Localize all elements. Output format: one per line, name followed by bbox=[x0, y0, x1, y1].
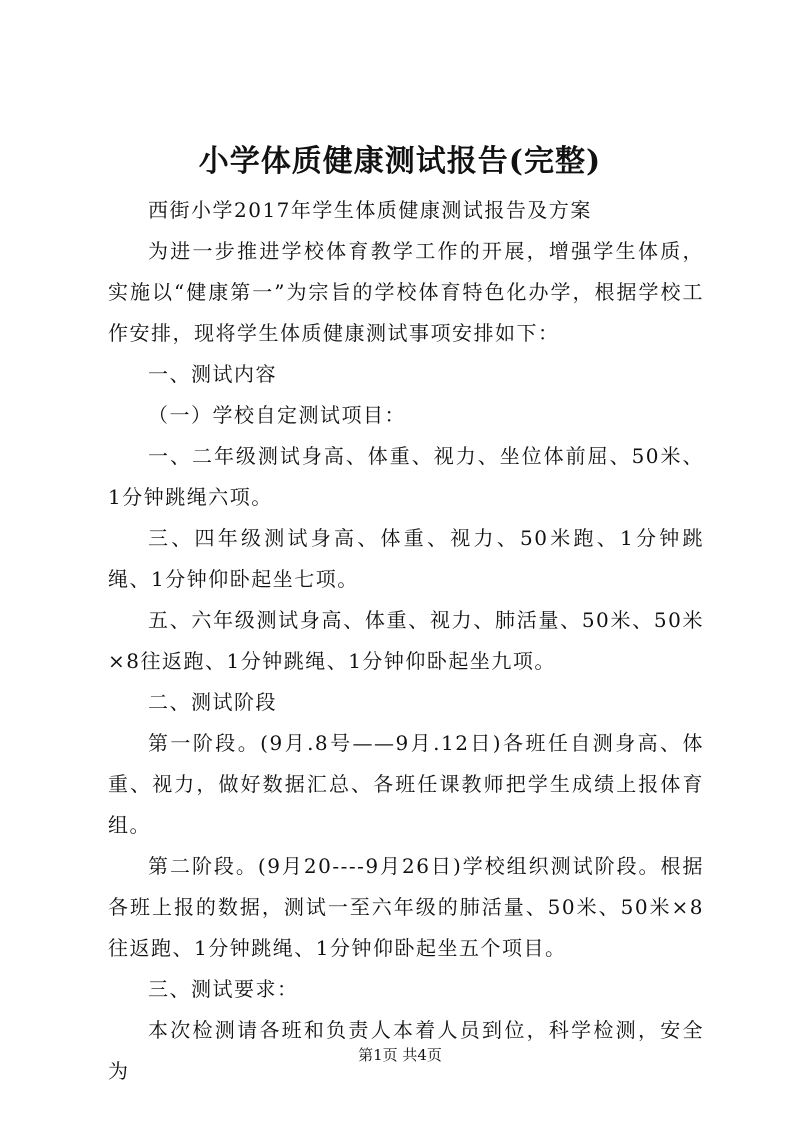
section-heading-stages: 二、测试阶段 bbox=[148, 690, 277, 714]
paragraph-stage-two: 第二阶段。(9月20----9月26日)学校组织测试阶段。根据各班上报的数据，测试一至六年级的肺活量、50米、50米×8往返跑、1分钟跳绳、1分钟仰卧起坐五个项目。 bbox=[108, 854, 704, 960]
section-heading-content: 一、测试内容 bbox=[148, 362, 277, 386]
paragraph-subtitle: 西街小学2017年学生体质健康测试报告及方案 bbox=[148, 198, 592, 222]
paragraph-intro: 为进一步推进学校体育教学工作的开展，增强学生体质，实施以“健康第一”为宗旨的学校体育特色化办学，根据学校工作安排，现将学生体质健康测试事项安排如下： bbox=[108, 239, 704, 345]
document-title: 小学体质健康测试报告(完整) bbox=[198, 144, 602, 179]
document-body bbox=[108, 190, 704, 1092]
paragraph-requirements: 本次检测请各班和负责人本着人员到位，科学检测，安全为 bbox=[108, 1018, 704, 1083]
paragraph-grade-1-2: 一、二年级测试身高、体重、视力、坐位体前屈、50米、1分钟跳绳六项。 bbox=[108, 444, 704, 509]
paragraph-stage-one: 第一阶段。(9月.8号——9月.12日)各班任自测身高、体重、视力，做好数据汇总、各班任课教师把学生成绩上报体育组。 bbox=[108, 731, 704, 837]
page-footer: 第1页 共4页 bbox=[358, 1046, 442, 1064]
section-heading-requirements: 三、测试要求： bbox=[148, 977, 299, 1001]
paragraph-grade-3-4: 三、四年级测试身高、体重、视力、50米跑、1分钟跳绳、1分钟仰卧起坐七项。 bbox=[108, 526, 704, 591]
subsection-heading-items: （一）学校自定测试项目： bbox=[148, 403, 406, 427]
paragraph-grade-5-6: 五、六年级测试身高、体重、视力、肺活量、50米、50米×8往返跑、1分钟跳绳、1分钟仰卧起坐九项。 bbox=[108, 608, 704, 673]
